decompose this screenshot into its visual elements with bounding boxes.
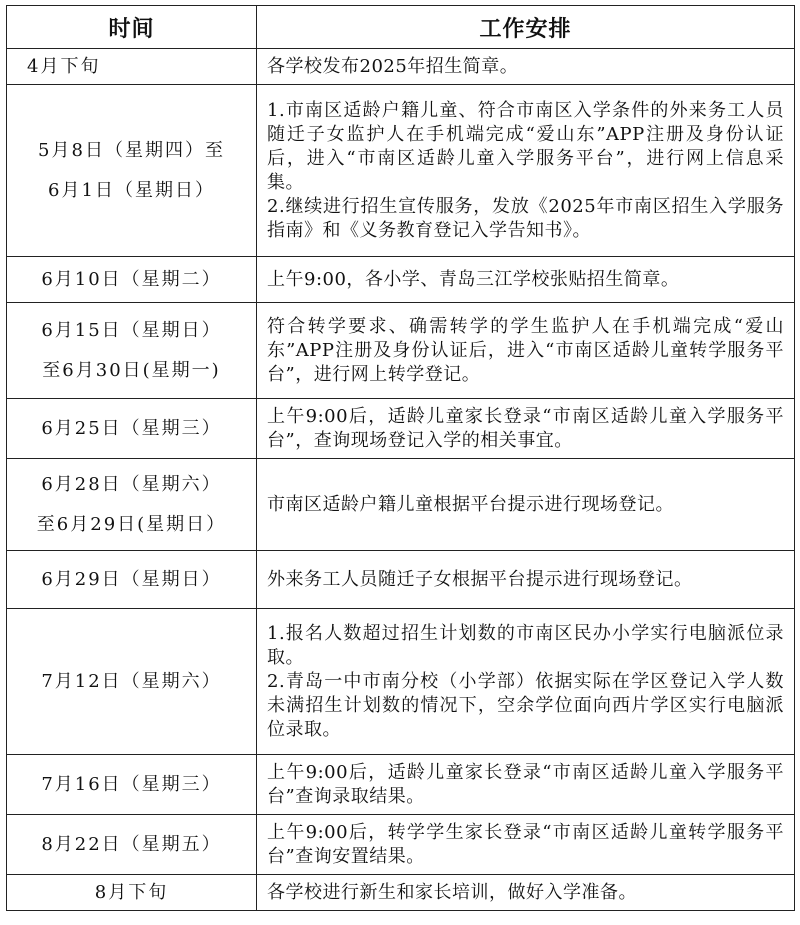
work-cell	[257, 815, 795, 875]
work-text: 符合转学要求、确需转学的学生监护人在手机端完成“爱山东”APP注册及身份认证后，进入“市南区适龄儿童转学服务平台”，进行网上转学登记。	[267, 315, 784, 385]
time-cell	[7, 815, 257, 875]
work-text: 外来务工人员随迁子女根据平台提示进行现场登记。	[267, 568, 693, 590]
table-row	[7, 257, 795, 303]
time-text: 7月16日（星期三）	[41, 773, 222, 795]
table-row	[7, 459, 795, 551]
time-text: 6月28日（星期六）	[41, 473, 222, 495]
work-text: 上午9:00后，适龄儿童家长登录“市南区适龄儿童入学服务平台”查询录取结果。	[267, 761, 784, 807]
time-text: 7月12日（星期六）	[41, 670, 222, 692]
table-row	[7, 815, 795, 875]
work-text: 2.青岛一中市南分校（小学部）依据实际在学区登记入学人数未满招生计划数的情况下，空余学位面向西片学区实行电脑派位录取。	[267, 670, 784, 740]
work-cell	[257, 609, 795, 755]
work-text: 上午9:00，各小学、青岛三江学校张贴招生简章。	[267, 268, 680, 290]
header-work: 工作安排	[257, 6, 795, 49]
work-cell	[257, 257, 795, 303]
time-cell	[7, 399, 257, 459]
work-cell	[257, 49, 795, 85]
work-text: 1.报名人数超过招生计划数的市南区民办小学实行电脑派位录取。	[267, 622, 784, 668]
time-cell	[7, 303, 257, 399]
time-cell	[7, 755, 257, 815]
work-cell	[257, 875, 795, 911]
table-row	[7, 303, 795, 399]
time-text: 至6月30日(星期一)	[42, 359, 221, 381]
work-cell	[257, 755, 795, 815]
time-cell	[7, 257, 257, 303]
table-row	[7, 609, 795, 755]
time-cell	[7, 49, 257, 85]
time-cell	[7, 459, 257, 551]
table-header-row	[7, 6, 795, 49]
work-text: 各学校进行新生和家长培训，做好入学准备。	[267, 881, 637, 903]
time-cell	[7, 875, 257, 911]
time-cell	[7, 85, 257, 257]
work-cell	[257, 399, 795, 459]
work-cell	[257, 85, 795, 257]
table-row	[7, 551, 795, 609]
schedule-table	[6, 5, 795, 911]
table-row	[7, 875, 795, 911]
work-text: 市南区适龄户籍儿童根据平台提示进行现场登记。	[267, 493, 674, 515]
header-time: 时间	[7, 6, 257, 49]
table-row	[7, 49, 795, 85]
table-row	[7, 399, 795, 459]
time-text: 8月22日（星期五）	[41, 833, 222, 855]
time-text: 4月下旬	[27, 55, 101, 77]
time-text: 6月29日（星期日）	[41, 568, 222, 590]
time-text: 6月15日（星期日）	[41, 319, 222, 341]
work-text: 各学校发布2025年招生简章。	[267, 55, 519, 77]
work-text: 1.市南区适龄户籍儿童、符合市南区入学条件的外来务工人员随迁子女监护人在手机端完成“爱山东”APP注册及身份认证后，进入“市南区适龄儿童入学服务平台”，进行网上信息采集。	[267, 99, 784, 193]
time-cell	[7, 609, 257, 755]
time-text: 6月25日（星期三）	[41, 417, 222, 439]
work-text: 上午9:00后，转学学生家长登录“市南区适龄儿童转学服务平台”查询安置结果。	[267, 821, 784, 867]
work-text: 上午9:00后，适龄儿童家长登录“市南区适龄儿童入学服务平台”，查询现场登记入学的相关事宜。	[267, 405, 784, 451]
time-text: 6月10日（星期二）	[41, 268, 222, 290]
time-text: 5月8日（星期四）至	[38, 139, 225, 161]
time-text: 6月1日（星期日）	[48, 179, 215, 201]
time-text: 8月下旬	[94, 881, 169, 903]
time-text: 至6月29日(星期日）	[36, 513, 227, 535]
time-cell	[7, 551, 257, 609]
work-cell	[257, 551, 795, 609]
table-row	[7, 755, 795, 815]
work-cell	[257, 303, 795, 399]
work-cell	[257, 459, 795, 551]
work-text: 2.继续进行招生宣传服务，发放《2025年市南区招生入学服务指南》和《义务教育登记入学告知书》。	[267, 195, 784, 241]
table-row	[7, 85, 795, 257]
